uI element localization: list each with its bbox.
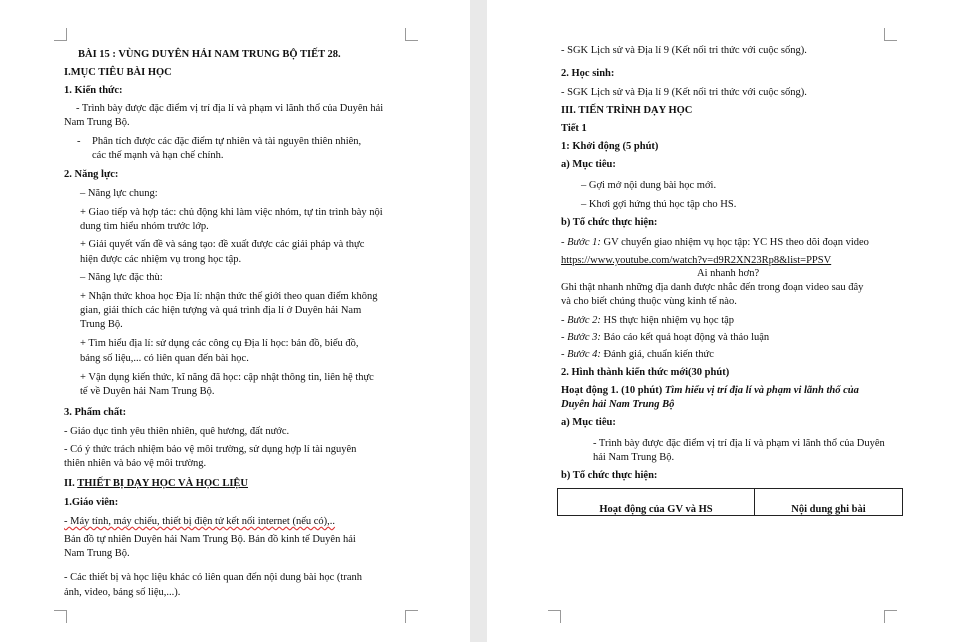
paragraph-line: - Trình bày được đặc điểm vị trí địa lí và phạm vi lãnh thổ của Duyên <box>593 438 885 449</box>
paragraph-line: – Khơi gợi hứng thú học tập cho HS. <box>581 199 737 210</box>
subheading: 1: Khởi động (5 phút) <box>561 141 659 152</box>
activity-heading <box>561 384 859 397</box>
subheading: b) Tổ chức thực hiện: <box>561 217 658 228</box>
subheading: Tiết 1 <box>561 123 587 134</box>
paragraph-line: Nam Trung Bộ. <box>64 548 130 559</box>
document-page-left <box>0 0 470 642</box>
paragraph-line: thiên nhiên và bảo vệ môi trường. <box>64 458 207 469</box>
subheading: 1.Giáo viên: <box>64 497 119 508</box>
paragraph-line: + Giải quyết vấn đề và sáng tạo: đề xuất được các giải pháp và thực <box>80 239 365 250</box>
paragraph-line: + Nhận thức khoa học Địa lí: nhận thức thế giới theo quan điểm không <box>80 291 378 302</box>
subheading: b) Tổ chức thực hiện: <box>561 470 658 481</box>
step-text: Báo cáo kết quả hoạt động và thảo luận <box>603 332 770 343</box>
margin-mark-bottom-left <box>548 610 561 623</box>
margin-mark-top-right <box>405 28 418 41</box>
video-link[interactable]: https://www.youtube.com/watch?v=d9R2XN23Rp8&list=PPSV <box>561 255 832 266</box>
paragraph-line: + Vận dụng kiến thức, kĩ năng đã học: cập nhật thông tin, liên hệ thực <box>80 372 374 383</box>
margin-mark-top-left <box>54 28 67 41</box>
paragraph-line: - Có ý thức trách nhiệm bảo vệ môi trường, sử dụng hợp lí tài nguyên <box>64 444 357 455</box>
paragraph-line: - Máy tính, máy chiếu, thiết bị điện tử kết nối internet (nếu có),.. <box>64 516 336 527</box>
subheading: 2. Hình thành kiến thức mới(30 phút) <box>561 367 730 378</box>
subheading: 1. Kiến thức: <box>64 85 123 96</box>
step-label: - Bước 1: <box>561 237 604 248</box>
paragraph-line: các thế mạnh và hạn chế chính. <box>92 150 224 161</box>
paragraph-line <box>561 348 714 361</box>
paragraph-line: – Năng lực chung: <box>80 188 158 199</box>
paragraph-line: hải Nam Trung Bộ. <box>593 452 675 463</box>
section-heading <box>64 477 248 490</box>
list-dash: - <box>77 136 81 147</box>
subheading: a) Mục tiêu: <box>561 159 616 170</box>
paragraph-line: dung tìm hiểu nhóm trước lớp. <box>80 221 209 232</box>
section-number: II. <box>64 478 78 489</box>
paragraph-line: - Giáo dục tình yêu thiên nhiên, quê hương, đất nước. <box>64 426 290 437</box>
paragraph-line: – Năng lực đặc thù: <box>80 272 163 283</box>
paragraph-line <box>561 236 869 249</box>
paragraph-line: và cho biết chúng thuộc vùng kinh tế nào. <box>561 296 737 307</box>
paragraph-line: + Giao tiếp và hợp tác: chủ động khi làm việc nhóm, tự tin trình bày nội <box>80 207 383 218</box>
paragraph-line: ảnh, video, bảng số liệu,...). <box>64 587 181 598</box>
paragraph-line: – Gợi mở nội dung bài học mới. <box>581 180 717 191</box>
paragraph-line: hiện được các nhiệm vụ trong học tập. <box>80 254 242 265</box>
section-title: THIẾT BỊ DẠY HỌC VÀ HỌC LIỆU <box>77 478 248 489</box>
lesson-title: BÀI 15 : VÙNG DUYÊN HẢI NAM TRUNG BỘ TIẾT 28. <box>78 49 341 60</box>
activity-title-cont: Duyên hải Nam Trung Bộ <box>561 399 675 410</box>
margin-mark-bottom-right <box>884 610 897 623</box>
paragraph-line: - Các thiết bị và học liệu khác có liên quan đến nội dung bài học (tranh <box>64 572 362 583</box>
paragraph-line <box>561 314 734 327</box>
step-label: - Bước 4: <box>561 349 604 360</box>
step-text: Đánh giá, chuẩn kiến thức <box>603 349 714 360</box>
paragraph-line: Bản đồ tự nhiên Duyên hải Nam Trung Bộ. Bản đồ kinh tế Duyên hải <box>64 534 356 545</box>
section-heading: I.MỤC TIÊU BÀI HỌC <box>64 67 172 78</box>
step-label: - Bước 2: <box>561 315 604 326</box>
table-header-cell: Hoạt động của GV và HS <box>558 489 755 516</box>
game-title: Ai nhanh hơn? <box>697 268 760 279</box>
margin-mark-bottom-left <box>54 610 67 623</box>
subheading: 2. Học sinh: <box>561 68 615 79</box>
margin-mark-bottom-right <box>405 610 418 623</box>
subheading: 3. Phẩm chất: <box>64 407 127 418</box>
paragraph-line: gian, giải thích các hiện tượng và quá trình địa lí ở Duyên hải Nam <box>80 305 362 316</box>
paragraph-line: Trung Bộ. <box>80 319 123 330</box>
paragraph-line: - Trình bày được đặc điểm vị trí địa lí và phạm vi lãnh thổ của Duyên hải <box>76 103 384 114</box>
step-text: HS thực hiện nhiệm vụ học tập <box>603 315 735 326</box>
subheading: a) Mục tiêu: <box>561 417 616 428</box>
margin-mark-top-right <box>884 28 897 41</box>
paragraph-line: + Tìm hiểu địa lí: sử dụng các công cụ Địa lí học: bản đồ, biểu đồ, <box>80 338 359 349</box>
subheading: 2. Năng lực: <box>64 169 119 180</box>
paragraph-line: Ghi thật nhanh những địa danh được nhắc đến trong đoạn video sau đây <box>561 282 864 293</box>
document-page-right <box>487 0 958 642</box>
table-header-row <box>558 489 903 516</box>
paragraph-line: - SGK Lịch sử và Địa lí 9 (Kết nối tri thức với cuộc sống). <box>561 87 807 98</box>
activity-table <box>557 488 903 516</box>
step-label: - Bước 3: <box>561 332 604 343</box>
section-heading: III. TIẾN TRÌNH DẠY HỌC <box>561 105 693 116</box>
activity-label: Hoạt động 1. (10 phút) <box>561 385 665 396</box>
table-header-cell: Nội dung ghi bài <box>755 489 903 516</box>
paragraph-line: tế về Duyên hải Nam Trung Bộ. <box>80 386 215 397</box>
paragraph-line <box>561 331 769 344</box>
activity-title: Tìm hiểu vị trí địa lí và phạm vi lãnh thổ của <box>664 385 859 396</box>
paragraph-line: - SGK Lịch sử và Địa lí 9 (Kết nối tri thức với cuộc sống). <box>561 45 807 56</box>
paragraph-line: Phân tích được các đặc điểm tự nhiên và tài nguyên thiên nhiên, <box>92 136 362 147</box>
paragraph-line: bảng số liệu,... có liên quan đến bài học. <box>80 353 249 364</box>
paragraph-line: Nam Trung Bộ. <box>64 117 130 128</box>
step-text: GV chuyển giao nhiệm vụ học tập: YC HS theo dõi đoạn video <box>603 237 869 248</box>
